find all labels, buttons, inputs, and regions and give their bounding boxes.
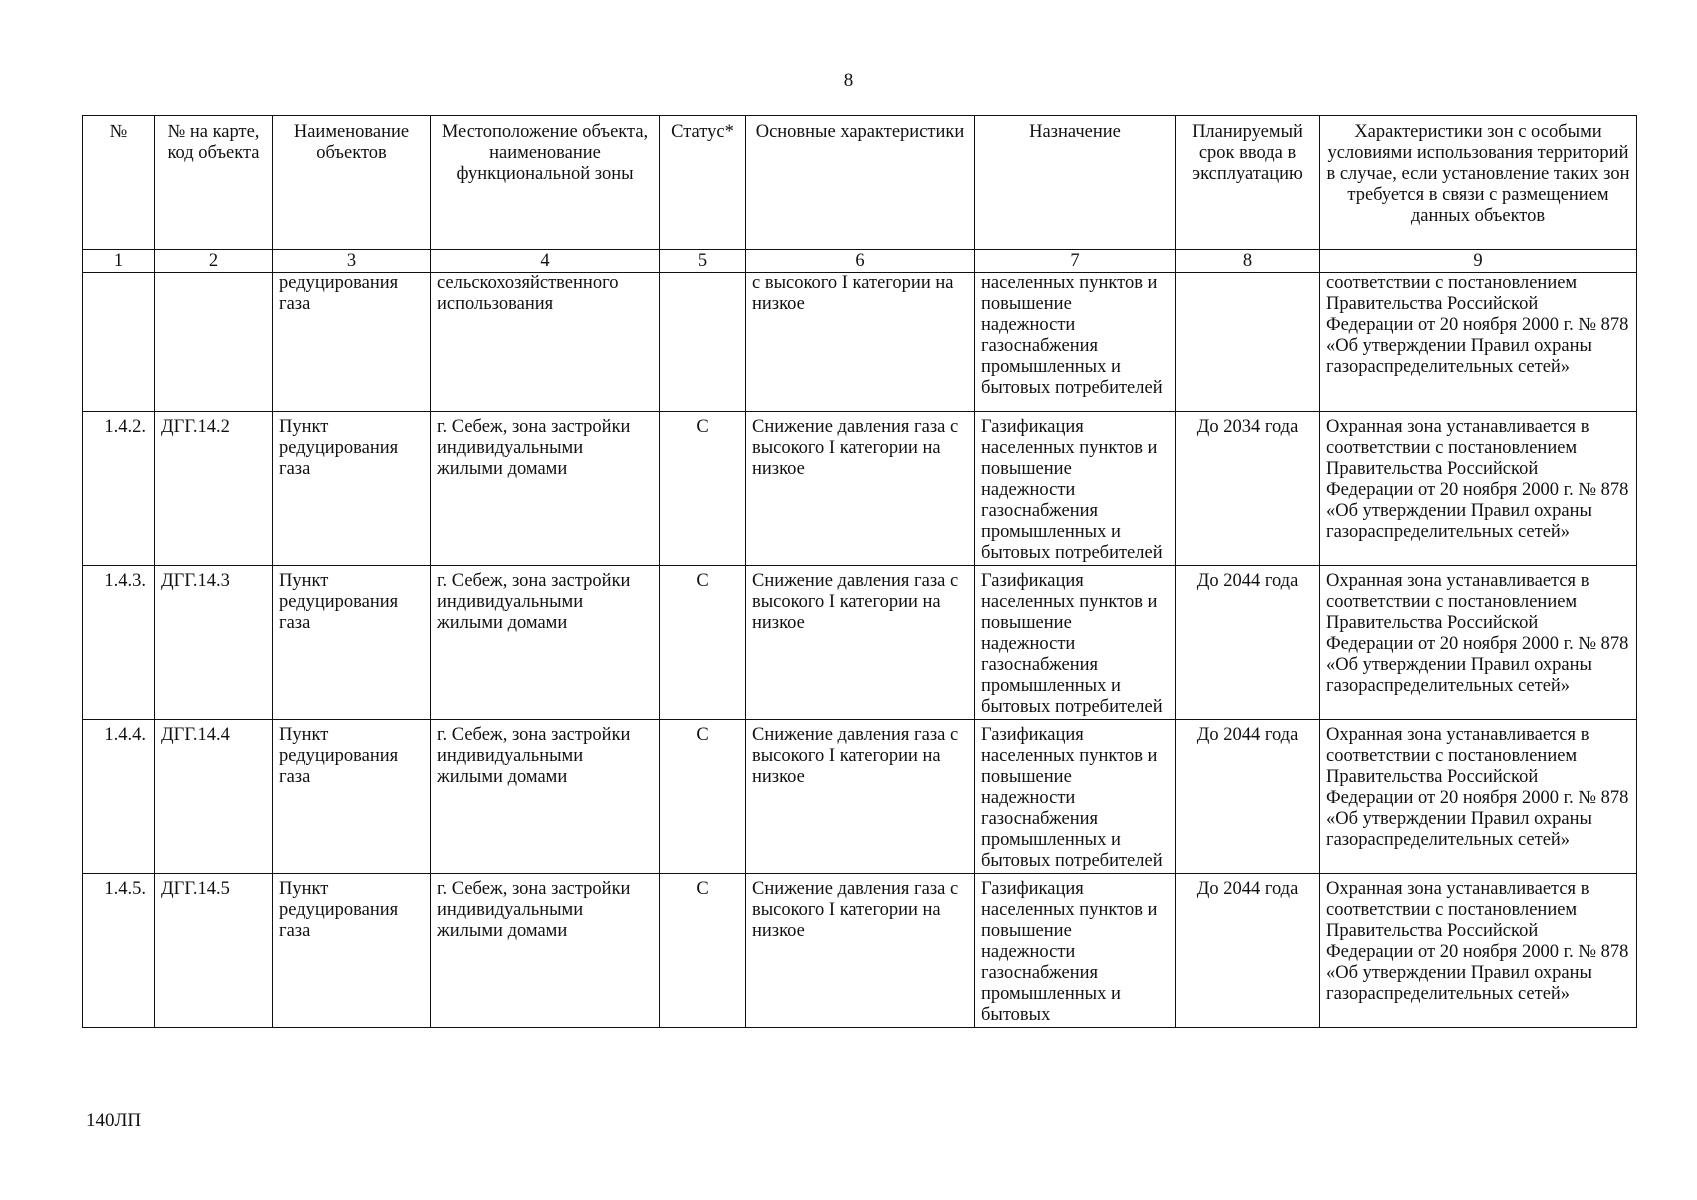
cell-status: С [660,566,746,720]
cell-status: С [660,412,746,566]
cell-num: 1.4.5. [83,874,155,1028]
header-cell-term: Планируемый срок ввода в эксплуатацию [1176,116,1320,250]
header-cell-location: Местоположение объекта, наименование функциональной зоны [431,116,660,250]
cell-zones: Охранная зона устанавливается в соответствии с постановлением Правительства Российской Федерации от 20 ноября 2000 г. № 878 «Об утверждении Правил охраны газораспределительных сетей» [1320,874,1637,1028]
cell-term: До 2044 года [1176,566,1320,720]
cell-characteristics: Снижение давления газа с высокого I категории на низкое [746,874,975,1028]
header-cell-num: № [83,116,155,250]
header-cell-code: № на карте, код объекта [155,116,273,250]
column-number: 1 [83,250,155,273]
cell-location: г. Себеж, зона застройки индивидуальными жилыми домами [431,720,660,874]
cell-term: До 2044 года [1176,874,1320,1028]
cell-status: С [660,720,746,874]
cell-num [83,273,155,412]
cell-term: До 2034 года [1176,412,1320,566]
cell-num: 1.4.4. [83,720,155,874]
cell-characteristics: Снижение давления газа с высокого I категории на низкое [746,412,975,566]
column-number: 2 [155,250,273,273]
page-number: 8 [843,70,854,91]
table-row [83,874,1637,1028]
table-row [83,412,1637,566]
cell-zones: Охранная зона устанавливается в соответствии с постановлением Правительства Российской Федерации от 20 ноября 2000 г. № 878 «Об утверждении Правил охраны газораспределительных сетей» [1320,720,1637,874]
column-number: 3 [273,250,431,273]
cell-characteristics: Снижение давления газа с высокого I категории на низкое [746,720,975,874]
cell-name: Пункт редуцирования газа [273,412,431,566]
cell-name: Пункт редуцирования газа [273,874,431,1028]
cell-name: Пункт редуцирования газа [273,720,431,874]
header-cell-purpose: Назначение [975,116,1176,250]
header-cell-status: Статус* [660,116,746,250]
column-number: 4 [431,250,660,273]
cell-code: ДГГ.14.5 [155,874,273,1028]
column-number: 9 [1320,250,1637,273]
cell-code [155,273,273,412]
cell-characteristics: с высокого I категории на низкое [746,273,975,412]
table-row-continuation [83,273,1637,412]
cell-num: 1.4.2. [83,412,155,566]
column-number: 7 [975,250,1176,273]
cell-code: ДГГ.14.2 [155,412,273,566]
column-number-row [83,250,1637,273]
document-code: 140ЛП [86,1110,142,1131]
cell-num: 1.4.3. [83,566,155,720]
cell-purpose: Газификация населенных пунктов и повышение надежности газоснабжения промышленных и бытовых потребителей [975,720,1176,874]
cell-code: ДГГ.14.4 [155,720,273,874]
cell-location: г. Себеж, зона застройки индивидуальными жилыми домами [431,874,660,1028]
cell-purpose: Газификация населенных пунктов и повышение надежности газоснабжения промышленных и бытовых [975,874,1176,1028]
cell-zones: соответствии с постановлением Правительства Российской Федерации от 20 ноября 2000 г. № 878 «Об утверждении Правил охраны газораспределительных сетей» [1320,273,1637,412]
cell-term: До 2044 года [1176,720,1320,874]
header-cell-zones: Характеристики зон с особыми условиями использования территорий в случае, если установление таких зон требуется в связи с размещением данных объектов [1320,116,1637,250]
cell-name: Пункт редуцирования газа [273,566,431,720]
cell-purpose: Газификация населенных пунктов и повышение надежности газоснабжения промышленных и бытовых потребителей [975,412,1176,566]
header-row [83,116,1637,250]
cell-code: ДГГ.14.3 [155,566,273,720]
header-cell-name: Наименование объектов [273,116,431,250]
cell-status [660,273,746,412]
cell-location: сельскохозяйственного использования [431,273,660,412]
cell-location: г. Себеж, зона застройки индивидуальными жилыми домами [431,566,660,720]
column-number: 5 [660,250,746,273]
cell-name: редуцирования газа [273,273,431,412]
cell-purpose: Газификация населенных пунктов и повышение надежности газоснабжения промышленных и бытовых потребителей [975,566,1176,720]
column-number: 8 [1176,250,1320,273]
cell-location: г. Себеж, зона застройки индивидуальными жилыми домами [431,412,660,566]
cell-zones: Охранная зона устанавливается в соответствии с постановлением Правительства Российской Федерации от 20 ноября 2000 г. № 878 «Об утверждении Правил охраны газораспределительных сетей» [1320,412,1637,566]
cell-purpose: населенных пунктов и повышение надежности газоснабжения промышленных и бытовых потребителей [975,273,1176,412]
header-cell-characteristics: Основные характеристики [746,116,975,250]
cell-zones: Охранная зона устанавливается в соответствии с постановлением Правительства Российской Федерации от 20 ноября 2000 г. № 878 «Об утверждении Правил охраны газораспределительных сетей» [1320,566,1637,720]
table-row [83,720,1637,874]
cell-status: С [660,874,746,1028]
cell-term [1176,273,1320,412]
cell-characteristics: Снижение давления газа с высокого I категории на низкое [746,566,975,720]
objects-table [82,115,1637,1028]
table-row [83,566,1637,720]
column-number: 6 [746,250,975,273]
